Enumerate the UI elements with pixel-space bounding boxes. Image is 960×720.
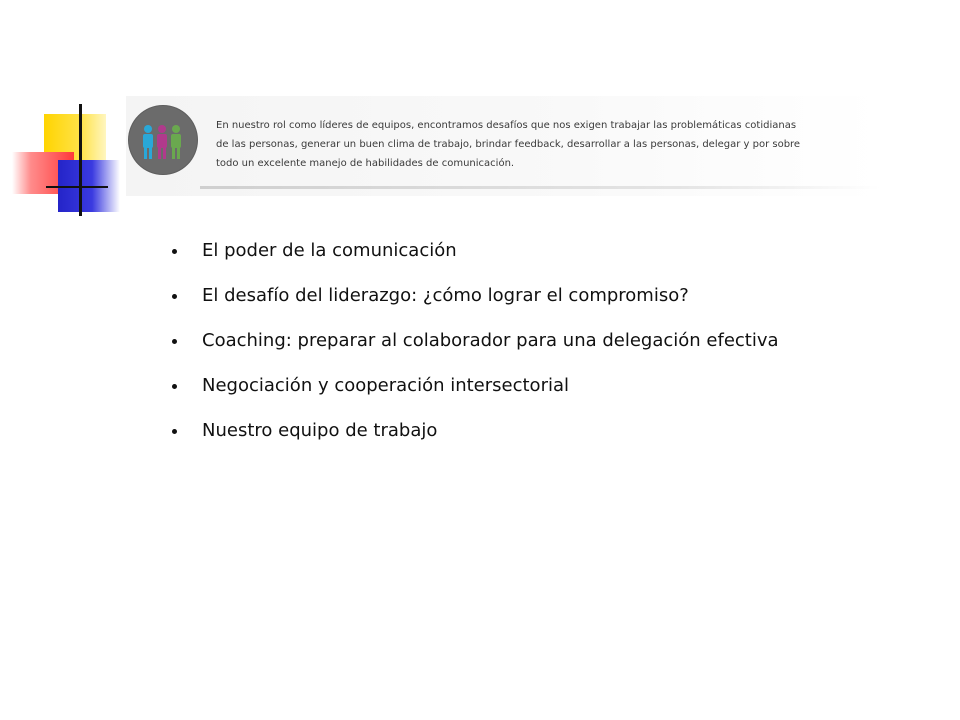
list-item xyxy=(170,236,779,281)
list-item-text: El desafío del liderazgo: ¿cómo lograr el compromiso? xyxy=(202,285,689,306)
list-item-text: El poder de la comunicación xyxy=(202,240,457,261)
bullet-icon xyxy=(172,294,177,299)
list-item-text: Negociación y cooperación intersectorial xyxy=(202,375,570,396)
topic-list xyxy=(170,236,779,461)
list-item-text: Nuestro equipo de trabajo xyxy=(202,420,438,441)
horizontal-line xyxy=(46,186,108,188)
intro-text: En nuestro rol como líderes de equipos, encontramos desafíos que nos exigen trabajar las problemáticas cotidianas de las personas, generar un buen clima de trabajo, brindar feedback, desarrollar a las personas, delegar y por sobre todo un excelente manejo de habilidades de comunicación. xyxy=(216,120,801,169)
list-item xyxy=(170,281,779,326)
list-item xyxy=(170,416,779,461)
decorative-squares xyxy=(0,0,130,220)
list-item xyxy=(170,371,779,416)
bullet-icon xyxy=(172,384,177,389)
vertical-line xyxy=(79,104,82,216)
bullet-icon xyxy=(172,429,177,434)
bullet-icon xyxy=(172,339,177,344)
banner-divider xyxy=(200,186,880,189)
list-item xyxy=(170,326,779,371)
bullet-icon xyxy=(172,249,177,254)
list-item-text: Coaching: preparar al colaborador para una delegación efectiva xyxy=(202,330,779,351)
people-group-icon xyxy=(129,106,197,174)
